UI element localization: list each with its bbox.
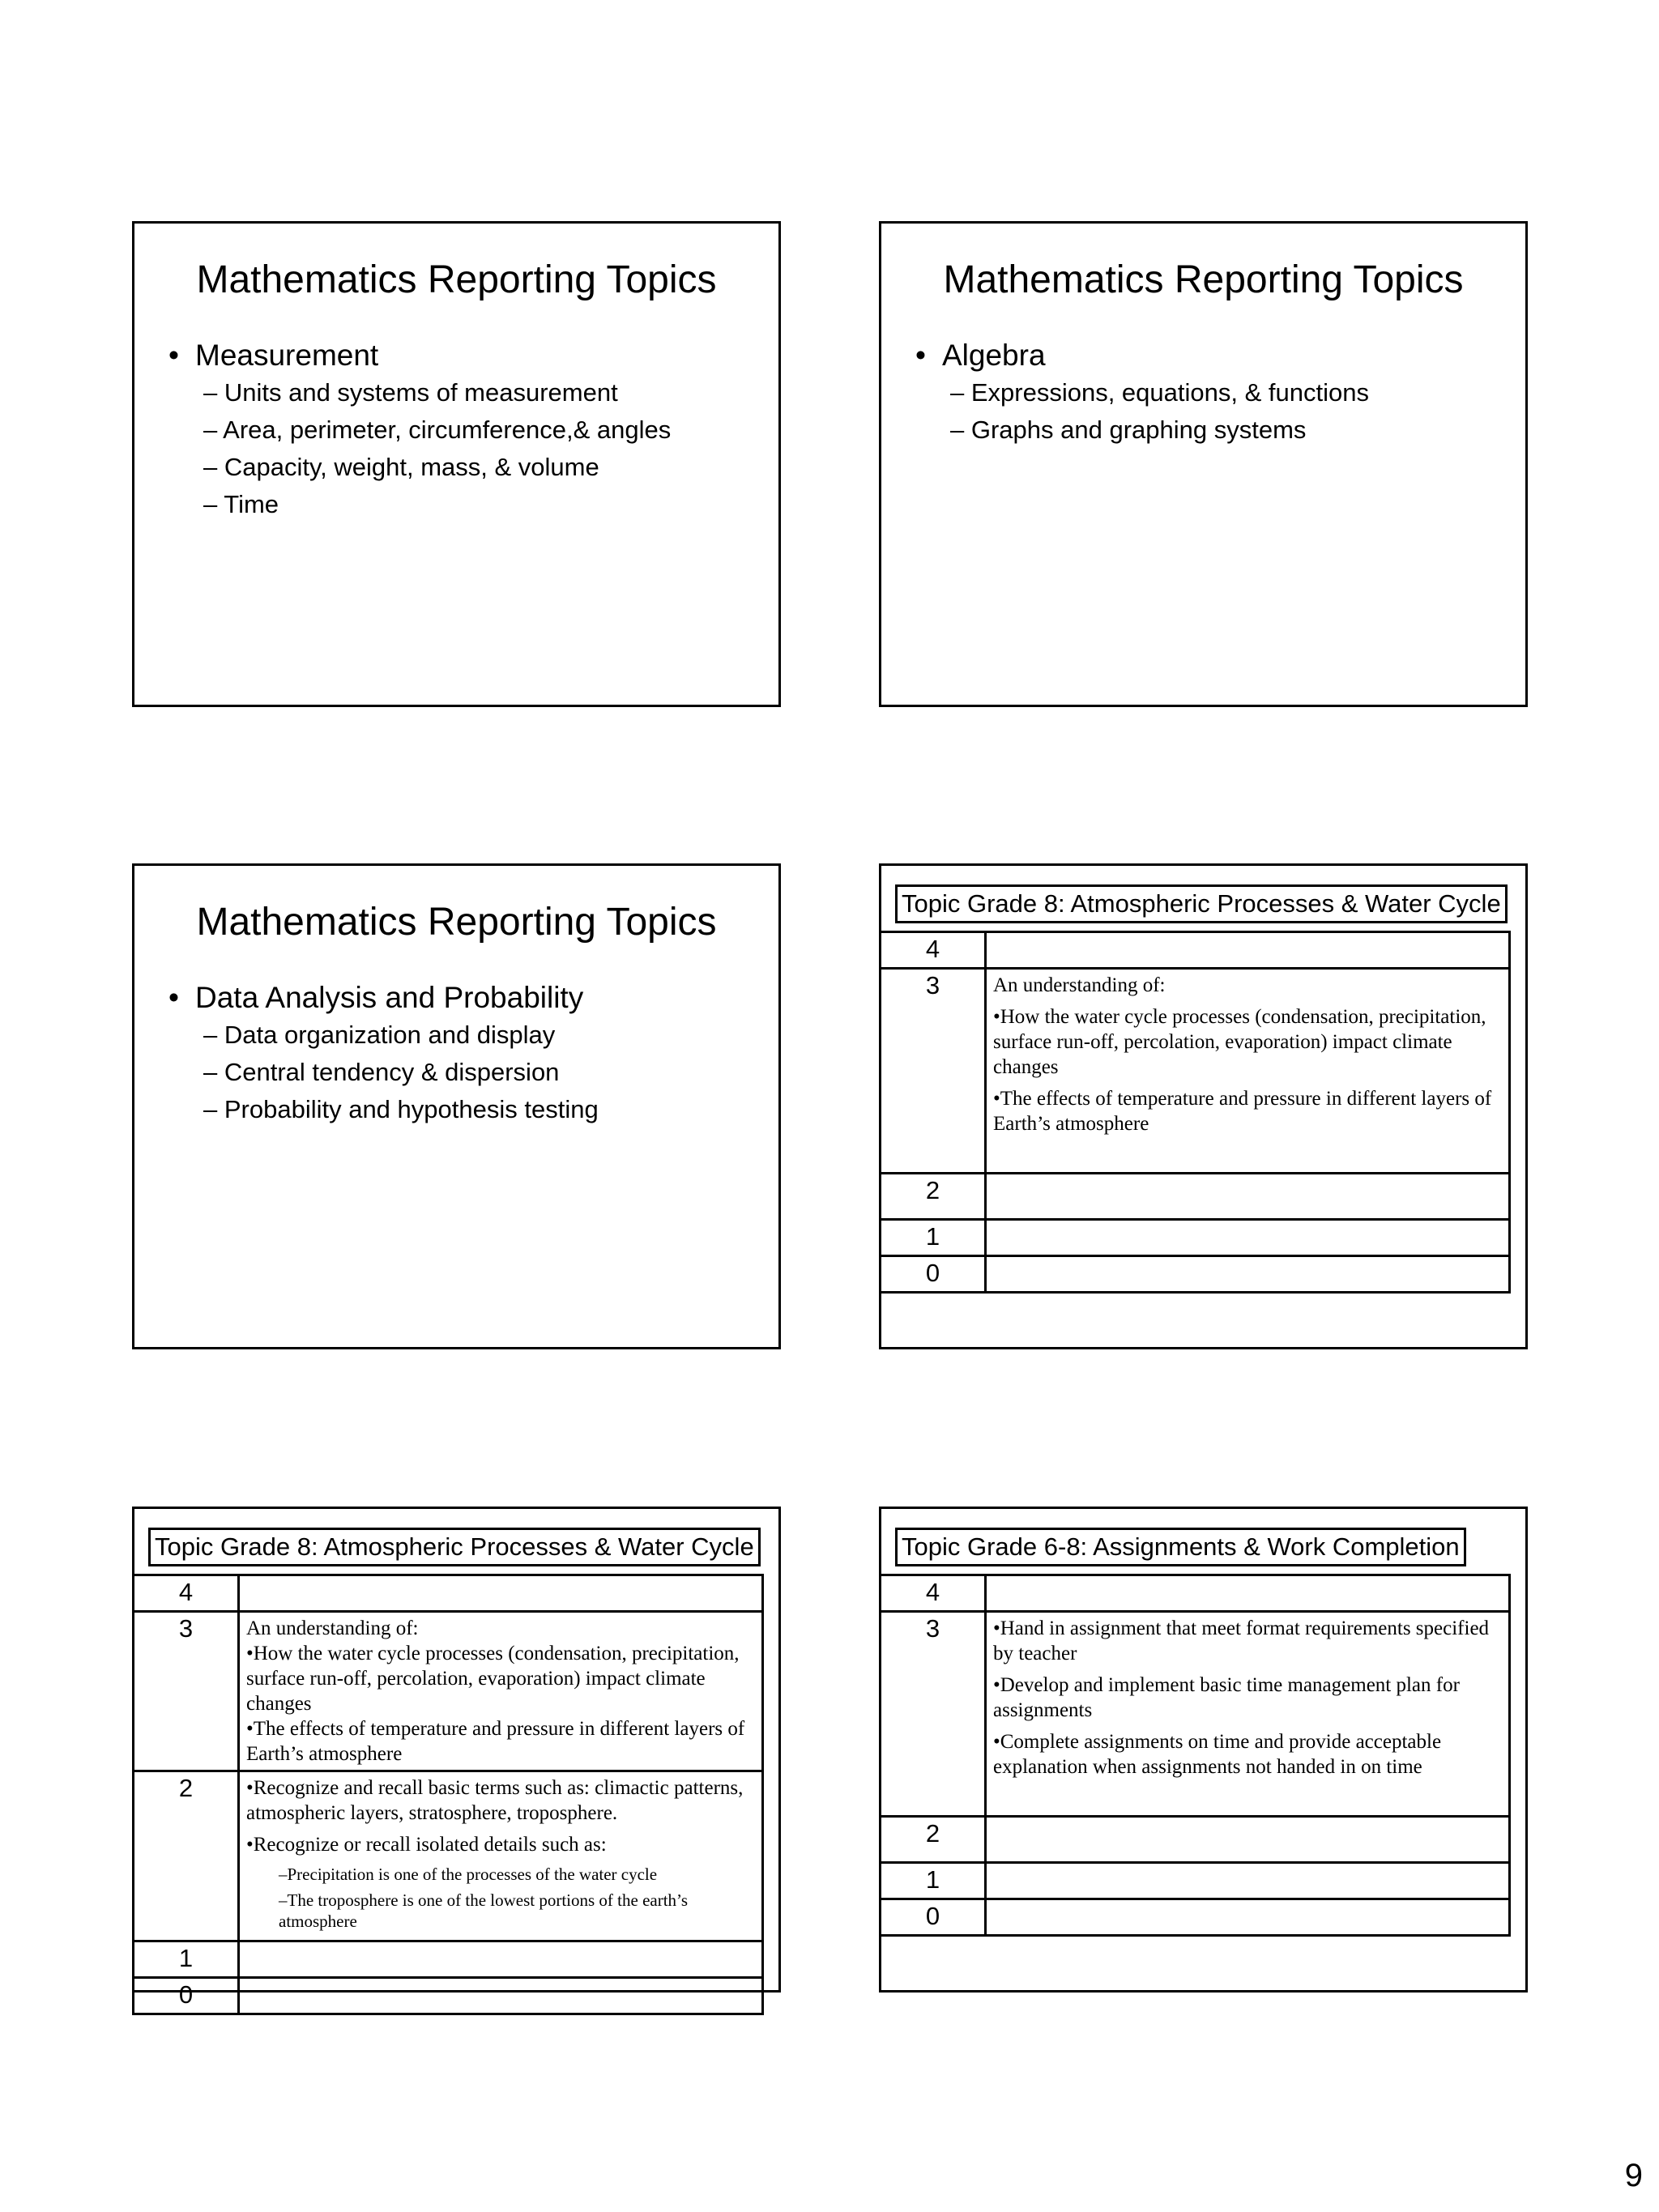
description-cell [239,1575,763,1612]
topic-heading: Topic Grade 8: Atmospheric Processes & Water Cycle [148,1528,761,1566]
bullet-item [168,337,762,374]
description-text: An understanding of: [246,1617,419,1639]
bullet-label: Algebra [942,339,1046,372]
description-text: An understanding of: [993,974,1166,996]
rubric-row [881,1817,1510,1863]
slide-measurement [132,221,781,707]
sub-item: – Time [203,490,279,518]
rubric-row [134,1978,763,2014]
description-text: •How the water cycle processes (condensation, precipitation, surface run-off, percolation, evaporation) impact climate changes [246,1643,740,1715]
bullet-label: Data Analysis and Probability [195,981,584,1014]
sub-item: – Probability and hypothesis testing [203,1095,599,1123]
bullet-label: Measurement [195,339,379,372]
rubric-table [879,931,1511,1294]
description-text: •Recognize or recall isolated details such as: [246,1834,607,1856]
page-number: 9 [1624,2158,1643,2193]
topic-heading: Topic Grade 6-8: Assignments & Work Completion [895,1528,1466,1566]
score-cell: 3 [134,1612,239,1771]
sub-item: – Central tendency & dispersion [203,1058,560,1086]
description-cell [986,1612,1510,1817]
topic-heading: Topic Grade 8: Atmospheric Processes & Water Cycle [895,884,1508,923]
description-cell [986,1899,1510,1936]
description-text: •How the water cycle processes (condensation, precipitation, surface run-off, percolation, evaporation) impact climate changes [993,1006,1486,1078]
description-text: •Recognize and recall basic terms such as: climactic patterns, atmospheric layers, stratosphere, troposphere. [246,1777,744,1824]
slide-title: Mathematics Reporting Topics [943,258,1464,301]
rubric-row [881,1899,1510,1936]
description-cell [239,1978,763,2014]
slide-rubric-atmospheric-2 [132,1507,781,2009]
bullet-item [915,337,1509,374]
bullet-list [915,337,1509,449]
rubric-row [881,1256,1510,1293]
score-cell: 2 [881,1174,986,1220]
sub-item: – Area, perimeter, circumference,& angles [203,416,672,444]
bullet-dot-icon: • [168,981,179,1014]
description-cell [986,1863,1510,1899]
description-cell [986,1575,1510,1612]
description-cell [239,1612,763,1771]
description-cell [986,1817,1510,1863]
rubric-row [134,1941,763,1978]
description-cell [239,1941,763,1978]
slide-title: Mathematics Reporting Topics [196,901,717,944]
description-text: •The effects of temperature and pressure in different layers of Earth’s atmosphere [993,1088,1492,1135]
bullet-dot-icon: • [168,339,179,372]
description-cell [986,1220,1510,1256]
rubric-row [134,1612,763,1771]
rubric-table [132,1574,764,2015]
slide-rubric-atmospheric [879,863,1528,1349]
rubric-table [879,1574,1511,1937]
score-cell: 4 [134,1575,239,1612]
rubric-row [881,1575,1510,1612]
bullet-item [168,979,762,1016]
slide-data-analysis [132,863,781,1349]
rubric-row [134,1771,763,1941]
score-cell: 0 [134,1978,239,2014]
score-cell: 1 [134,1941,239,1978]
score-cell: 4 [881,932,986,969]
score-cell: 3 [881,969,986,1174]
rubric-row [881,932,1510,969]
sub-item: – Expressions, equations, & functions [950,378,1369,407]
description-cell [986,1256,1510,1293]
rubric-row [881,1612,1510,1817]
score-cell: 4 [881,1575,986,1612]
description-cell [986,969,1510,1174]
score-cell: 0 [881,1899,986,1936]
rubric-row [881,1863,1510,1899]
description-subtext: –The troposphere is one of the lowest portions of the earth’s atmosphere [279,1890,689,1931]
description-text: •The effects of temperature and pressure in different layers of Earth’s atmosphere [246,1718,745,1765]
bullet-list [168,979,762,1128]
slide-title: Mathematics Reporting Topics [196,258,717,301]
score-cell: 2 [134,1771,239,1941]
bullet-dot-icon: • [915,339,926,372]
rubric-row [134,1575,763,1612]
score-cell: 1 [881,1863,986,1899]
sub-item: – Capacity, weight, mass, & volume [203,453,599,481]
rubric-row [881,1220,1510,1256]
sub-item: – Graphs and graphing systems [950,416,1307,444]
score-cell: 1 [881,1220,986,1256]
description-text: •Develop and implement basic time management plan for assignments [993,1674,1460,1721]
rubric-row [881,1174,1510,1220]
bullet-list [168,337,762,523]
description-cell [239,1771,763,1941]
slide-algebra [879,221,1528,707]
score-cell: 2 [881,1817,986,1863]
score-cell: 0 [881,1256,986,1293]
score-cell: 3 [881,1612,986,1817]
description-text: •Complete assignments on time and provide acceptable explanation when assignments not handed in on time [993,1731,1442,1778]
sub-item: – Units and systems of measurement [203,378,618,407]
rubric-row [881,969,1510,1174]
slide-rubric-assignments [879,1507,1528,1993]
sub-item: – Data organization and display [203,1021,556,1049]
description-text: •Hand in assignment that meet format requirements specified by teacher [993,1617,1490,1664]
description-subtext: –Precipitation is one of the processes of the water cycle [279,1865,658,1884]
description-cell [986,1174,1510,1220]
description-cell [986,932,1510,969]
